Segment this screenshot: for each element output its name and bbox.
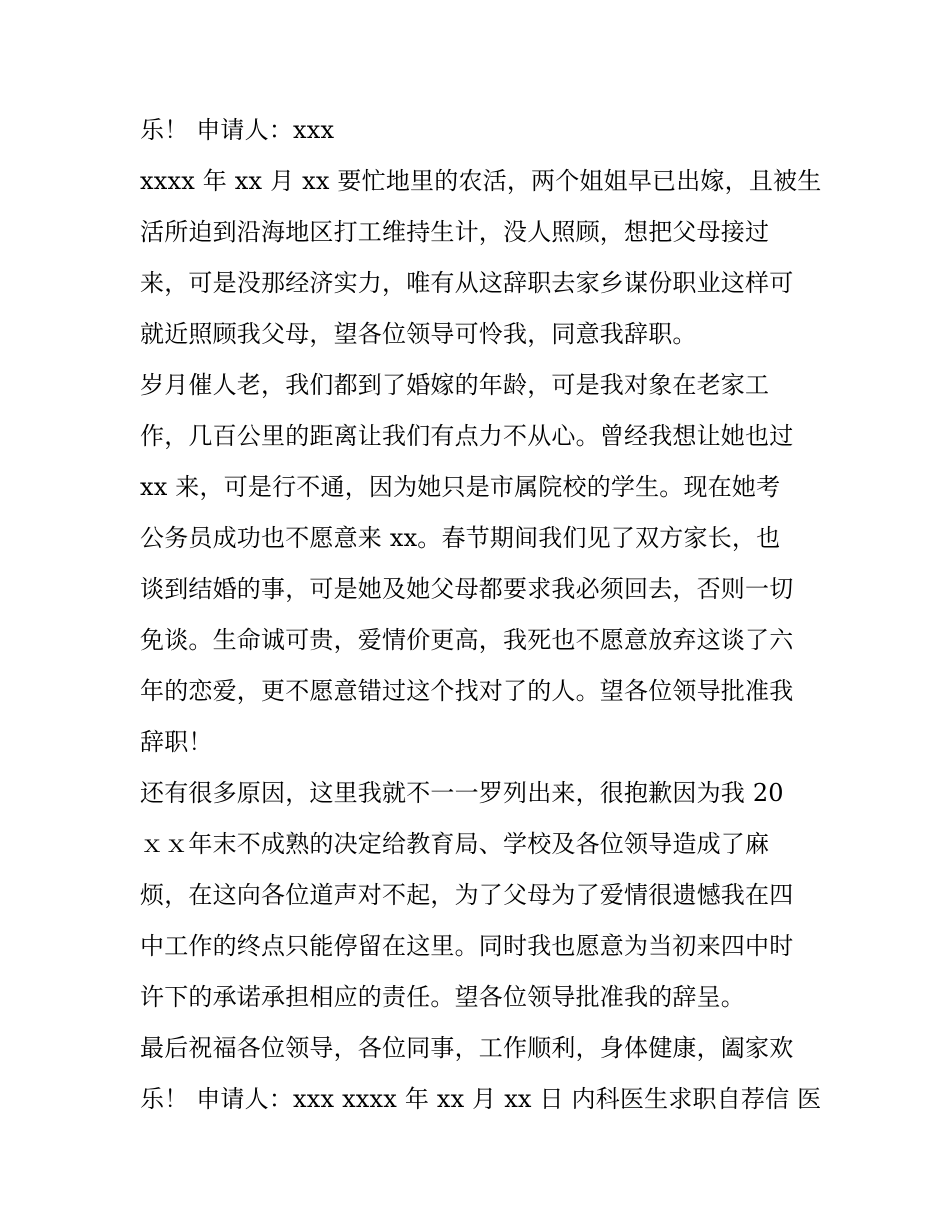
text-line-10: 谈到结婚的事，可是她及她父母都要求我必须回去，否则一切 — [140, 575, 794, 603]
text-line-19: 最后祝福各位领导，各位同事，工作顺利，身体健康，阖家欢 — [140, 1034, 794, 1062]
text-line-13: 辞职！ — [140, 728, 213, 756]
text-line-6: 岁月催人老，我们都到了婚嫁的年龄，可是我对象在老家工 — [140, 371, 770, 399]
text-line-2: xxxx 年 xx 月 xx 要忙地里的农活，两个姐姐早已出嫁，且被生 — [140, 167, 822, 195]
text-line-8: xx 来，可是行不通，因为她只是市属院校的学生。现在她考 — [140, 473, 781, 501]
text-line-18: 许下的承诺承担相应的责任。望各位领导批准我的辞呈。 — [140, 983, 745, 1011]
text-line-12: 年的恋爱，更不愿意错过这个找对了的人。望各位领导批准我 — [140, 677, 794, 705]
text-line-15: ｘｘ年末不成熟的决定给教育局、学校及各位领导造成了麻 — [140, 830, 770, 858]
text-line-11: 免谈。生命诚可贵，爱情价更高，我死也不愿意放弃这谈了六 — [140, 626, 794, 654]
text-line-16: 烦，在这向各位道声对不起，为了父母为了爱情很遗憾我在四 — [140, 881, 794, 909]
text-line-20: 乐！ 申请人：xxx xxxx 年 xx 月 xx 日 内科医生求职自荐信 医 — [140, 1085, 822, 1113]
text-line-5: 就近照顾我父母，望各位领导可怜我，同意我辞职。 — [140, 320, 697, 348]
text-line-1: 乐！ 申请人：xxx — [140, 116, 335, 144]
text-line-4: 来，可是没那经济实力，唯有从这辞职去家乡谋份职业这样可 — [140, 269, 794, 297]
text-line-7: 作，几百公里的距离让我们有点力不从心。曾经我想让她也过 — [140, 422, 794, 450]
text-line-14: 还有很多原因，这里我就不一一罗列出来，很抱歉因为我 20 — [140, 779, 784, 807]
text-line-3: 活所迫到沿海地区打工维持生计，没人照顾，想把父母接过 — [140, 218, 770, 246]
text-line-9: 公务员成功也不愿意来 xx。春节期间我们见了双方家长，也 — [140, 524, 781, 552]
text-line-17: 中工作的终点只能停留在这里。同时我也愿意为当初来四中时 — [140, 932, 794, 960]
